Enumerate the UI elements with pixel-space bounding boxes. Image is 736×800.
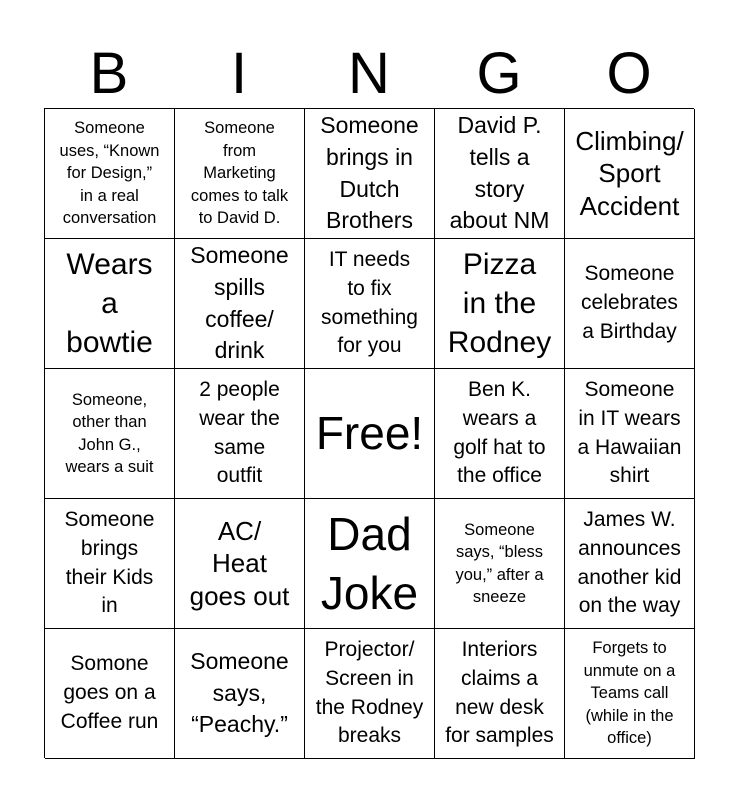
bingo-cell[interactable]: Someone says, “Peachy.” (175, 629, 305, 759)
bingo-header (44, 40, 694, 108)
bingo-cell[interactable]: Someone, other than John G., wears a suit (45, 369, 175, 499)
header-letter-o: O (606, 41, 652, 106)
bingo-cell[interactable]: Someone brings their Kids in (45, 499, 175, 629)
header-letter-g: G (476, 41, 522, 106)
bingo-cell[interactable]: Forgets to unmute on a Teams call (while in the office) (565, 629, 695, 759)
bingo-cell[interactable]: IT needs to fix something for you (305, 239, 435, 369)
bingo-cell[interactable]: Interiors claims a new desk for samples (435, 629, 565, 759)
header-letter-n: N (348, 41, 390, 106)
bingo-cell[interactable]: Someone spills coffee/ drink (175, 239, 305, 369)
bingo-cell[interactable]: AC/ Heat goes out (175, 499, 305, 629)
bingo-board (44, 108, 694, 758)
bingo-cell[interactable]: Someone celebrates a Birthday (565, 239, 695, 369)
bingo-cell[interactable]: Projector/ Screen in the Rodney breaks (305, 629, 435, 759)
bingo-cell[interactable]: Somone goes on a Coffee run (45, 629, 175, 759)
bingo-cell[interactable]: David P. tells a story about NM (435, 109, 565, 239)
bingo-cell[interactable]: Wears a bowtie (45, 239, 175, 369)
bingo-cell[interactable]: 2 people wear the same outfit (175, 369, 305, 499)
free-space-cell[interactable]: Free! (305, 369, 435, 499)
bingo-cell[interactable]: James W. announces another kid on the way (565, 499, 695, 629)
bingo-cell[interactable]: Climbing/ Sport Accident (565, 109, 695, 239)
bingo-cell[interactable]: Someone from Marketing comes to talk to David D. (175, 109, 305, 239)
header-letter-b: B (89, 41, 129, 106)
bingo-cell[interactable]: Dad Joke (305, 499, 435, 629)
bingo-cell[interactable]: Someone brings in Dutch Brothers (305, 109, 435, 239)
bingo-cell[interactable]: Someone says, “bless you,” after a sneeze (435, 499, 565, 629)
bingo-cell[interactable]: Ben K. wears a golf hat to the office (435, 369, 565, 499)
bingo-cell[interactable]: Pizza in the Rodney (435, 239, 565, 369)
bingo-cell[interactable]: Someone in IT wears a Hawaiian shirt (565, 369, 695, 499)
header-letter-i: I (230, 41, 248, 106)
bingo-cell[interactable]: Someone uses, “Known for Design,” in a real conversation (45, 109, 175, 239)
